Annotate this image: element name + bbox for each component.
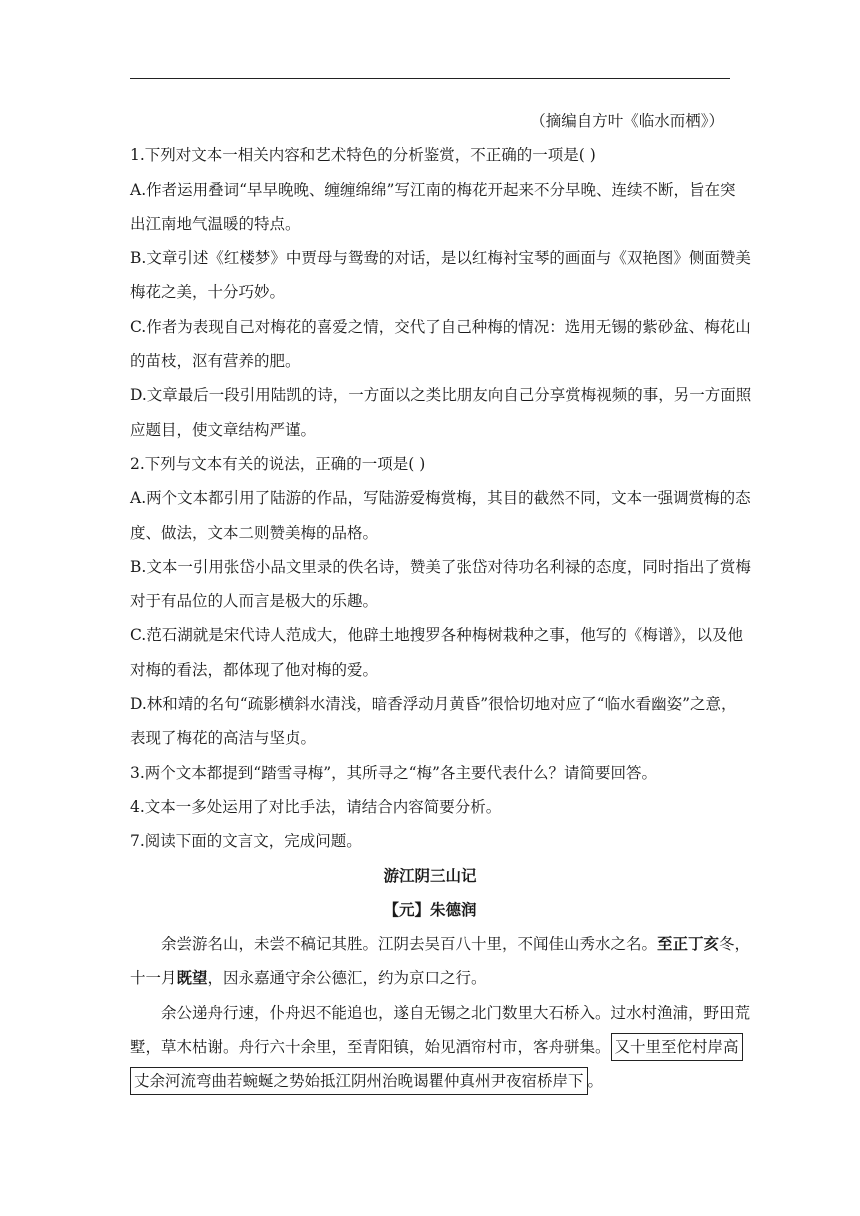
question-7: 7.阅读下面的文言文，完成问题。 — [130, 832, 362, 851]
question-1-option-d-line-2: 应题目，使文章结构严谨。 — [130, 420, 317, 439]
essay-paragraph-2-line-2 — [130, 1030, 739, 1064]
essay-p2-boxed-sentence-part-2: 丈余河流弯曲若蜿蜒之势始抵江阴州治晚谒瞿仲真州尹夜宿桥岸下 — [130, 1067, 588, 1095]
question-2-option-c-line-1: C.范石湖就是宋代诗人范成大，他辟土地搜罗各种梅树栽种之事，他写的《梅谱》，以及他 — [130, 626, 743, 645]
essay-p2-end-punctuation: 。 — [587, 1072, 604, 1091]
question-1-option-a-line-1: A.作者运用叠词“早早晚晚、缠缠绵绵”写江南的梅花开起来不分早晚、连续不断，旨在突 — [130, 180, 736, 199]
header-rule — [130, 78, 730, 79]
question-1-option-d-line-1: D.文章最后一段引用陆凯的诗，一方面以之类比朋友向自己分享赏梅视频的事，另一方面照 — [130, 386, 752, 405]
essay-p2-boxed-sentence-part-1: 又十里至佗村岸高 — [611, 1033, 743, 1061]
question-2-option-a-line-2: 度、做法，文本二则赞美梅的品格。 — [130, 523, 379, 542]
essay-p1-bold-jiwang: 既望 — [176, 968, 208, 988]
essay-paragraph-1-line-2 — [130, 961, 730, 995]
question-2-option-b-line-2: 对于有品位的人而言是极大的乐趣。 — [130, 592, 379, 611]
question-1-option-a-line-2: 出江南地气温暖的特点。 — [130, 214, 301, 233]
question-2-option-d-line-2: 表现了梅花的高洁与坚贞。 — [130, 729, 317, 748]
essay-author: 【元】朱德润 — [383, 899, 477, 919]
question-3: 3.两个文本都提到“踏雪寻梅”，其所寻之“梅”各主要代表什么？请简要回答。 — [130, 763, 657, 782]
question-1-option-c-line-2: 的苗枝，沤有营养的肥。 — [130, 352, 301, 371]
question-1-stem: 1.下列对文本一相关内容和艺术特色的分析鉴赏，不正确的一项是( ) — [130, 146, 596, 165]
question-2-stem: 2.下列与文本有关的说法，正确的一项是( ) — [130, 454, 426, 473]
question-1-option-b-line-1: B.文章引述《红楼梦》中贾母与鸳鸯的对话，是以红梅衬宝琴的画面与《双艳图》侧面赞美 — [130, 249, 751, 268]
essay-title: 游江阴三山记 — [383, 865, 477, 885]
question-2-option-c-line-2: 对梅的看法，都体现了他对梅的爱。 — [130, 660, 379, 679]
question-2-option-a-line-1: A.两个文本都引用了陆游的作品，写陆游爱梅赏梅，其目的截然不同，文本一强调赏梅的态 — [130, 489, 751, 508]
question-1-option-b-line-2: 梅花之美，十分巧妙。 — [130, 283, 286, 302]
essay-paragraph-1-line-1 — [130, 927, 751, 961]
essay-p1-bold-date: 至正丁亥 — [657, 934, 720, 954]
question-2-option-d-line-1: D.林和靖的名句“疏影横斜水清浅，暗香浮动月黄昏”很恰切地对应了“临水看幽姿”之意， — [130, 695, 737, 714]
essay-p1-text-a: 余尝游名山，未尝不稿记其胜。江阴去吴百八十里，不闻佳山秀水之名。 — [161, 935, 658, 954]
essay-p1-text-c: 冬， — [719, 935, 751, 954]
essay-p1-text-d: 十一月 — [130, 969, 177, 988]
question-4: 4.文本一多处运用了对比手法，请结合内容简要分析。 — [130, 797, 502, 816]
source-citation: （摘编自方叶《临水而栖》） — [530, 112, 724, 130]
essay-p2-text: 墅，草木枯谢。舟行六十余里，至青阳镇，始见酒帘村市，客舟骈集。 — [130, 1038, 611, 1057]
essay-p1-text-e: ，因永嘉通守余公德汇，约为京口之行。 — [207, 969, 487, 988]
question-2-option-b-line-1: B.文本一引用张岱小品文里录的佚名诗，赞美了张岱对待功名利禄的态度，同时指出了赏梅 — [130, 557, 751, 576]
essay-paragraph-2-line-3 — [130, 1064, 730, 1098]
question-1-option-c-line-1: C.作者为表现自己对梅花的喜爱之情，交代了自己种梅的情况：选用无锡的紫砂盆、梅花山 — [130, 317, 751, 336]
essay-paragraph-2-line-1: 余公递舟行速，仆舟迟不能追也，遂自无锡之北门数里大石桥入。过水村渔浦，野田荒 — [161, 1003, 751, 1022]
document-content — [130, 104, 752, 1099]
